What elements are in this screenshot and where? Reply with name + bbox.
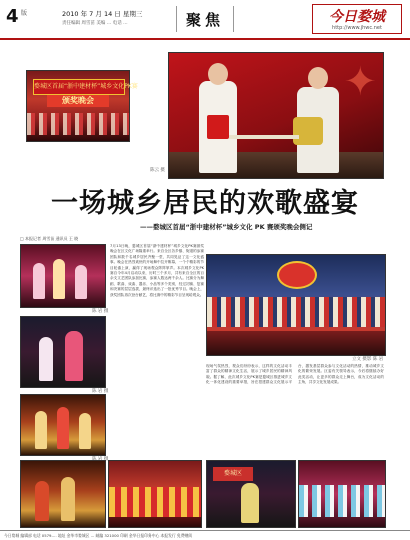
performer-right-head [308,67,328,89]
stage-emblem [277,261,317,289]
performers-row [207,297,385,327]
performer [79,413,91,449]
brand-name: 今日婺城 [329,9,385,25]
article-body-right: 现场气氛热烈，观众们纷纷表示，这样的文化活动丰富了群众的精神文化生活，展示了城乡居民的精神风貌。据了解，此次城乡文化PK赛是婺城区推进城乡文化一体化建设的重要举措，旨在搭建群众文化展示平台，激发基层群众参与文化活动的热情，推动城乡文化的繁荣发展。区委有关领导表示，今后将继续办好此类活动，让更多的群众走上舞台，成为文化活动的主角，共享文化发展成果。 [206,364,384,385]
performer-left-head [208,63,228,85]
banner-strip-2: 颁奖晚会 [47,95,109,107]
page-footer: 今日婺城 编辑部 电话 0579-… 地址 金华市婺城区 … 邮编 321000 印刷 金华日报印务中心 本报发行 免费赠阅 [0,530,410,540]
performer [39,337,53,381]
dancer [33,263,45,299]
performer [35,481,49,521]
section-title: 聚焦 [185,10,224,29]
caption-left-3: 摄 [103,457,109,462]
photo-left-1 [20,244,106,308]
brand-site: http://www.jhwc.net [332,25,382,31]
byline: □ 本报记者 周雪苗 通讯员 王 晓 [20,236,79,241]
performer [65,331,83,381]
newspaper-logo [312,4,402,34]
dancers-row [299,485,385,517]
backdrop-glyph: ✦ [343,59,377,105]
page-number: 4 [6,6,19,27]
dancer [75,265,87,299]
stage-floor [207,331,385,355]
page-label: 版 [21,10,28,17]
main-photo [168,52,384,179]
caption-right-1: 立文 摄影 陈 岩 [352,357,384,362]
performer-left-apron [207,115,229,139]
section-box [176,6,234,32]
photo-group-stage [206,254,386,356]
photo-bottom-3 [206,460,296,528]
photo-bottom-2 [108,460,202,528]
stage-banner: 婺城区 [213,467,253,481]
subtitle: ——婺城区首届“浙中建材杯”城乡文化 PK 赛颁奖晚会侧记 [140,223,313,231]
dancers-row [27,113,129,135]
performer [57,407,69,449]
performer [35,411,47,449]
main-photo-caption: 陈云 摄 [150,168,165,173]
performer-right-basket [293,117,323,145]
photo-left-2 [20,316,106,388]
dancer [53,259,65,299]
photo-left-3 [20,394,106,456]
dancers-row [109,487,201,517]
caption-left-2: 陈 岩 摄 [92,389,109,394]
article-body-middle: 7月13日晚，婺城区首届“浙中建材杯”城乡文化PK赛颁奖晚会在区文化广场隆重举行。来自全区各乡镇、街道的参赛团队和数千名城乡居民齐聚一堂，共同见证了这一文化盛事。晚会在热烈欢快的开场舞中拉开帷幕，一个个精彩的节目轮番上演，赢得了现场观众阵阵掌声。本次城乡文化PK赛自今年4月启动以来，历时三个多月，共有来自全区的百余支文艺团队参加比赛，参赛人数达两千余人。比赛分为舞蹈、歌曲、戏曲、器乐、小品等多个类别，经过初赛、复赛和决赛的层层选拔，最终评选出了一批优秀节目。晚会上，获奖团队再次登台献艺，将比赛中的精彩节目呈现给观众。 [110,244,204,297]
issue-date: 2010 年 7 月 14 日 星期三 [62,10,143,18]
editor-info: 责任编辑 周雪苗 美编 … 电话 … [62,21,128,26]
performer [241,483,259,523]
banner-strip: 婺城区首届“浙中建材杯”城乡文化PK赛 [33,79,125,95]
stage-table [229,135,299,139]
caption-left-1: 陈 岩 摄 [92,309,109,314]
photo-bottom-4 [298,460,386,528]
performer [61,477,75,521]
banner-photo [26,70,138,142]
photo-bottom-1 [20,460,106,528]
headline: 一场城乡居民的欢歌盛宴 [51,188,359,219]
masthead [0,0,410,40]
